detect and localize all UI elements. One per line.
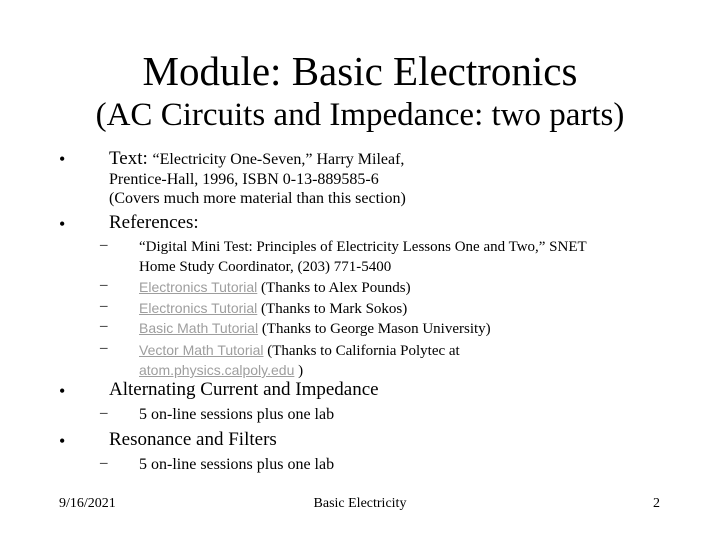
dash-marker: – bbox=[100, 405, 108, 421]
book-title: “Electricity One-Seven,” Harry Mileaf, bbox=[152, 151, 405, 168]
electronics-tutorial-link[interactable]: Electronics Tutorial bbox=[139, 300, 258, 316]
page-number: 2 bbox=[653, 496, 660, 511]
reference-item-3 bbox=[139, 298, 407, 319]
bullet-marker: • bbox=[59, 381, 66, 401]
reference-item-5-line1 bbox=[139, 340, 460, 361]
text-reference-line2: Prentice-Hall, 1996, ISBN 0‑13‑889585‑6 bbox=[109, 171, 379, 188]
bullet-marker: • bbox=[59, 149, 66, 169]
reference-item-4 bbox=[139, 318, 491, 339]
dash-marker: – bbox=[100, 237, 108, 253]
ac-sessions: 5 on-line sessions plus one lab bbox=[139, 406, 335, 423]
dash-marker: – bbox=[100, 277, 108, 293]
dash-marker: – bbox=[100, 318, 108, 334]
text-reference-line1 bbox=[109, 148, 404, 171]
text-label: Text: bbox=[109, 148, 153, 169]
electronics-tutorial-link[interactable]: Electronics Tutorial bbox=[139, 279, 258, 295]
reference-item-1-line2: Home Study Coordinator, (203) 771-5400 bbox=[139, 259, 392, 275]
dash-marker: – bbox=[100, 455, 108, 471]
reference-item-2 bbox=[139, 277, 411, 298]
reference-credit: (Thanks to California Polytec at bbox=[263, 343, 460, 359]
reference-credit-end: ) bbox=[294, 363, 304, 379]
resonance-sessions: 5 on-line sessions plus one lab bbox=[139, 456, 335, 473]
reference-credit: (Thanks to Mark Sokos) bbox=[257, 301, 408, 317]
footer-title: Basic Electricity bbox=[313, 496, 407, 511]
vector-math-tutorial-link[interactable]: Vector Math Tutorial bbox=[139, 342, 264, 358]
reference-credit: (Thanks to George Mason University) bbox=[258, 321, 491, 337]
ac-topic: Alternating Current and Impedance bbox=[109, 379, 379, 400]
resonance-topic: Resonance and Filters bbox=[109, 429, 277, 450]
footer-date: 9/16/2021 bbox=[59, 496, 116, 511]
reference-item-5-line2 bbox=[139, 360, 303, 381]
reference-credit: (Thanks to Alex Pounds) bbox=[257, 280, 411, 296]
slide-subtitle: (AC Circuits and Impedance: two parts) bbox=[95, 97, 625, 133]
references-label: References: bbox=[109, 212, 199, 233]
reference-item-1-line1: “Digital Mini Test: Principles of Electricity Lessons One and Two,” SNET bbox=[139, 239, 587, 255]
calpoly-link[interactable]: atom.physics.calpoly.edu bbox=[139, 362, 295, 378]
bullet-marker: • bbox=[59, 214, 66, 234]
dash-marker: – bbox=[100, 340, 108, 356]
slide-title: Module: Basic Electronics bbox=[142, 48, 578, 94]
dash-marker: – bbox=[100, 298, 108, 314]
bullet-marker: • bbox=[59, 431, 66, 451]
text-reference-line3: (Covers much more material than this section) bbox=[109, 190, 406, 207]
basic-math-tutorial-link[interactable]: Basic Math Tutorial bbox=[139, 320, 259, 336]
